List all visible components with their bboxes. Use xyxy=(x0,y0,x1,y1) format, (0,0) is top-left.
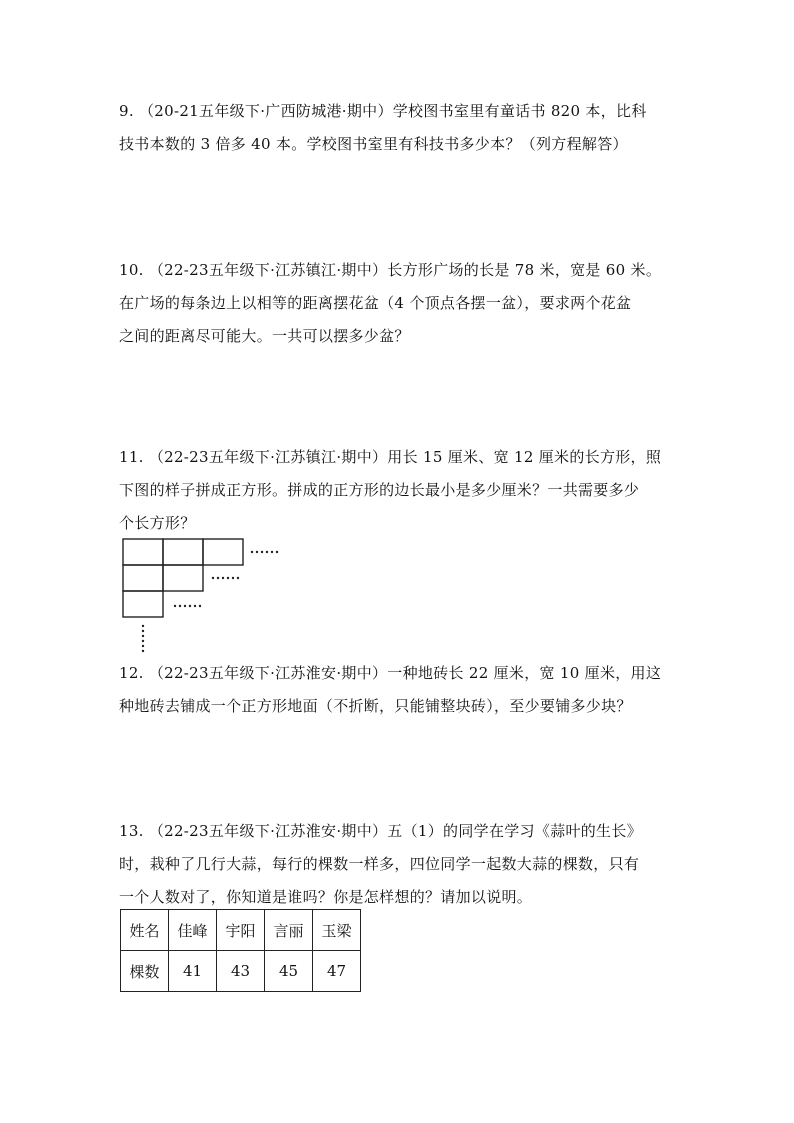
ellipsis-row-2 xyxy=(212,577,239,579)
question-13 xyxy=(119,815,679,914)
question-13-line-3: 一个人数对了，你知道是谁吗？你是怎样想的？请加以说明。 xyxy=(119,888,533,906)
table-header-name: 姓名 xyxy=(121,910,169,951)
ellipsis-column xyxy=(142,625,144,652)
question-12-line-1: 12. （22-23五年级下·江苏淮安·期中）一种地砖长 22 厘米，宽 10 厘米，用这 xyxy=(119,664,662,682)
question-9-line-1: 9. （20-21五年级下·广西防城港·期中）学校图书室里有童话书 820 本，比科 xyxy=(119,102,647,120)
question-12-line-2: 种地砖去铺成一个正方形地面（不折断，只能铺整块砖），至少要铺多少块？ xyxy=(119,697,632,715)
question-10-line-2: 在广场的每条边上以相等的距离摆花盆（4 个顶点各摆一盆），要求两个花盆 xyxy=(119,294,632,312)
tile-r3-c1 xyxy=(123,591,163,617)
tile-r1-c2 xyxy=(163,539,203,565)
question-13-line-1: 13. （22-23五年级下·江苏淮安·期中）五（1）的同学在学习《蒜叶的生长》 xyxy=(119,822,642,840)
table-cell: 43 xyxy=(217,951,265,992)
ellipsis-row-1 xyxy=(251,551,278,553)
table-cell: 玉梁 xyxy=(313,910,361,951)
question-9-line-2: 技书本数的 3 倍多 40 本。学校图书室里有科技书多少本？（列方程解答） xyxy=(119,135,628,153)
table-cell: 宇阳 xyxy=(217,910,265,951)
table-row-names xyxy=(121,910,361,951)
question-11-line-2: 下图的样子拼成正方形。拼成的正方形的边长最小是多少厘米？一共需要多少 xyxy=(119,481,640,499)
table-row-counts xyxy=(121,951,361,992)
garlic-count-table xyxy=(120,909,361,992)
table-cell: 47 xyxy=(313,951,361,992)
tile-r1-c3 xyxy=(203,539,243,565)
tile-r1-c1 xyxy=(123,539,163,565)
question-11-line-1: 11. （22-23五年级下·江苏镇江·期中）用长 15 厘米、宽 12 厘米的长方形，照 xyxy=(119,448,662,466)
question-10-line-1: 10. （22-23五年级下·江苏镇江·期中）长方形广场的长是 78 米，宽是 60 米。 xyxy=(119,261,662,279)
question-9 xyxy=(119,95,679,161)
question-10 xyxy=(119,254,679,353)
tile-r2-c1 xyxy=(123,565,163,591)
table-cell: 佳峰 xyxy=(169,910,217,951)
question-10-line-3: 之间的距离尽可能大。一共可以摆多少盆？ xyxy=(119,327,410,345)
rectangle-tiling-diagram xyxy=(121,538,321,658)
table-cell: 言丽 xyxy=(265,910,313,951)
tiling-svg xyxy=(121,538,321,658)
question-13-line-2: 时，栽种了几行大蒜，每行的棵数一样多，四位同学一起数大蒜的棵数，只有 xyxy=(119,855,640,873)
question-11-line-3: 个长方形？ xyxy=(119,514,196,532)
table-header-count: 棵数 xyxy=(121,951,169,992)
table-cell: 41 xyxy=(169,951,217,992)
table-cell: 45 xyxy=(265,951,313,992)
tile-r2-c2 xyxy=(163,565,203,591)
ellipsis-row-3 xyxy=(174,605,201,607)
question-12 xyxy=(119,657,679,723)
question-11 xyxy=(119,441,679,540)
